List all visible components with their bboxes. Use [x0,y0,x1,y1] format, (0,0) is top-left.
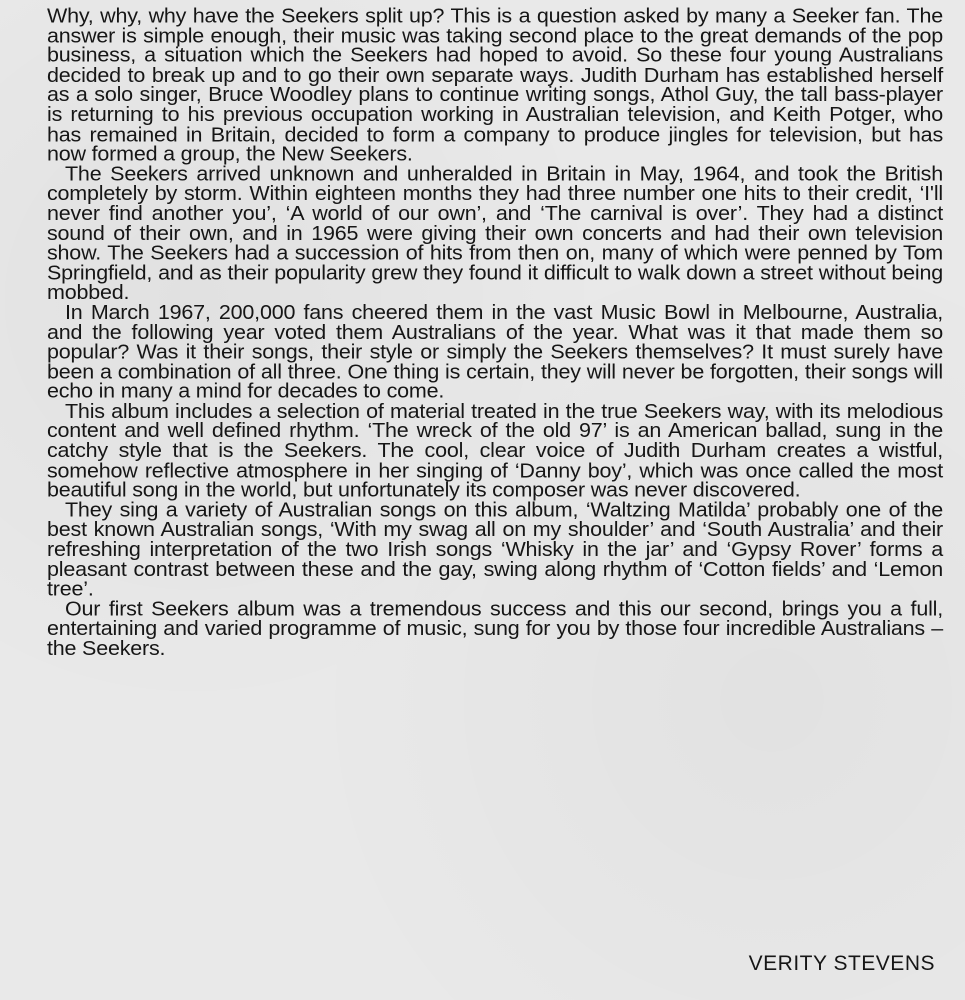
liner-notes-body [47,6,943,658]
paragraph-closing: Our first Seekers album was a tremendous success and this our second, brings you a full, entertaining and varied programme of music, sung for you by those four incredible Australians – the Seekers. [47,597,943,660]
paragraph-album: This album includes a selection of material treated in the true Seekers way, with its melodious content and well defined rhythm. ‘The wreck of the old 97’ is an American ballad, sung in the catchy style that is the Seekers. The cool, clear voice of Judith Durham creates a wistful, somehow reflective atmosphere in her singing of ‘Danny boy’, which was once called the most beautiful song in the world, but unfortunately its composer was never discovered. [47,399,943,502]
paragraph-intro: Why, why, why have the Seekers split up? This is a question asked by many a Seeker fan. The answer is simple enough, their music was taking second place to the great demands of the pop business, a situation which the Seekers had hoped to avoid. So these four young Australians decided to break up and to go their own separate ways. Judith Durham has established herself as a solo singer, Bruce Woodley plans to continue writing songs, Athol Guy, the tall bass-player is returning to his previous occupation working in Australian television, and Keith Potger, who has remained in Britain, decided to form a company to produce jingles for television, but has now formed a group, the New Seekers. [47,4,943,166]
author-signature: VERITY STEVENS [748,952,935,975]
paragraph-australian-songs: They sing a variety of Australian songs on this album, ‘Waltzing Matilda’ probably one of the best known Australian songs, ‘With my swag all on my shoulder’ and ‘South Australia’ and their refreshing interpretation of the two Irish songs ‘Whisky in the jar’ and ‘Gypsy Rover’ forms a pleasant contrast between these and the gay, swing along rhythm of ‘Cotton fields’ and ‘Lemon tree’. [47,498,943,601]
paragraph-arrival: The Seekers arrived unknown and unheralded in Britain in May, 1964, and took the British completely by storm. Within eighteen months they had three number one hits to their credit, ‘I'll never find another you’, ‘A world of our own’, and ‘The carnival is over’. They had a distinct sound of their own, and in 1965 were giving their own concerts and had their own television show. The Seekers had a succession of hits from then on, many of which were penned by Tom Springfield, and as their popularity grew they found it difficult to walk down a street without being mobbed. [47,162,943,304]
paragraph-melbourne: In March 1967, 200,000 fans cheered them in the vast Music Bowl in Melbourne, Australia, and the following year voted them Australians of the year. What was it that made them so popular? Was it their songs, their style or simply the Seekers themselves? It must surely have been a combination of all three. One thing is certain, they will never be forgotten, their songs will echo in many a mind for decades to come. [47,300,943,403]
